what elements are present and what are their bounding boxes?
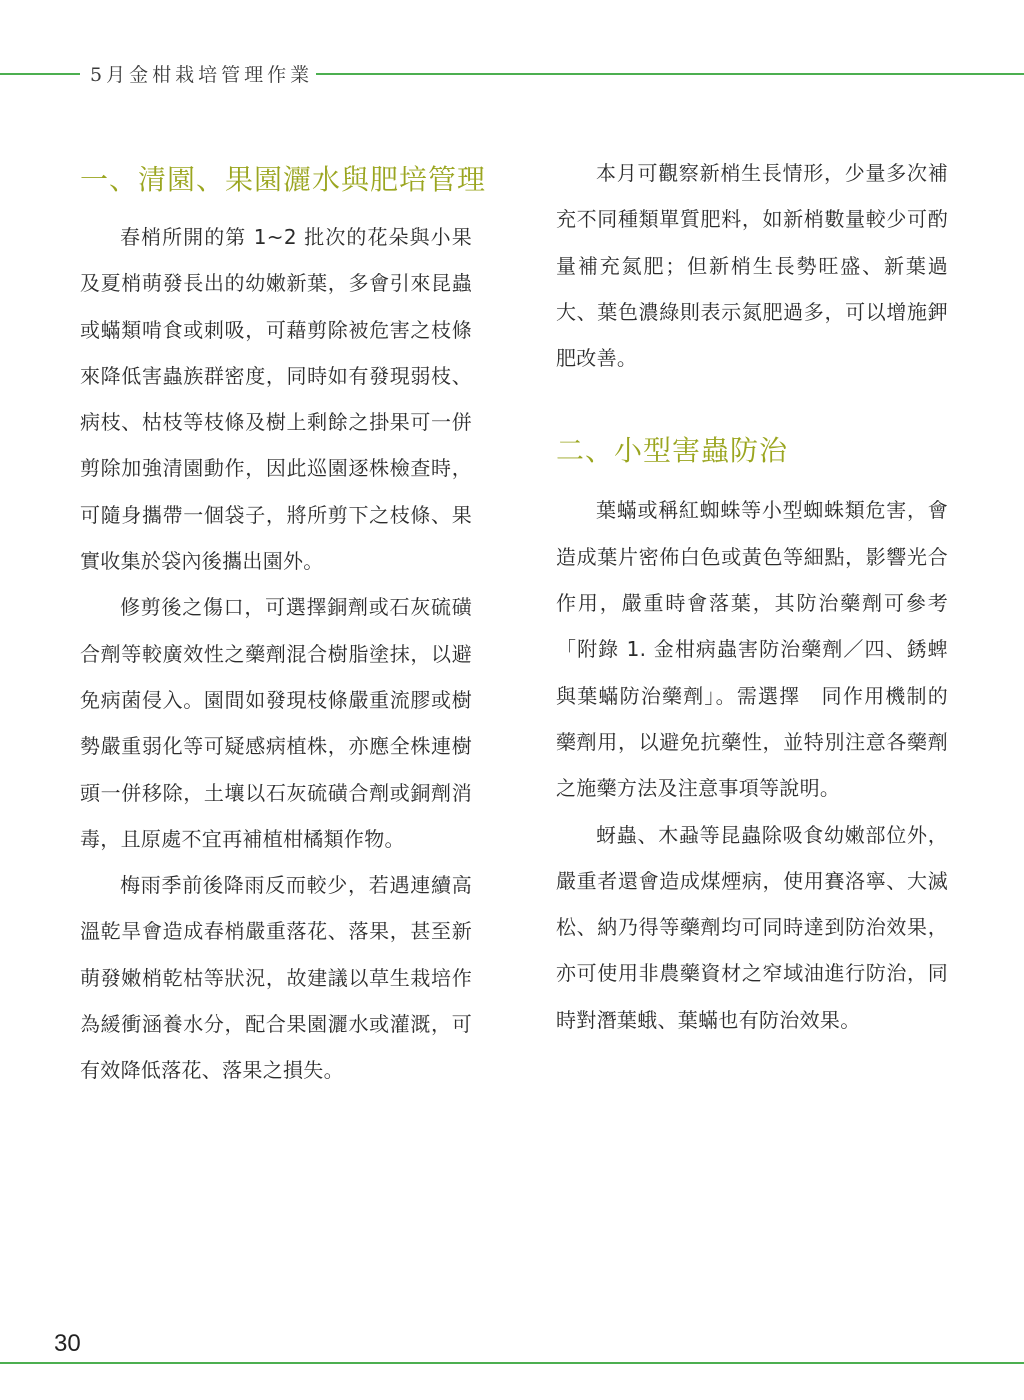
header-rule-left <box>0 73 80 75</box>
body-paragraph: 葉蟎或稱紅蜘蛛等小型蜘蛛類危害，會造成葉片密佈白色或黃色等細點，影響光合作用，嚴重時會落葉，其防治藥劑可參考「附錄 1. 金柑病蟲害防治藥劑／四、銹蜱與葉蟎防治藥劑」。需選擇 同作用機制的藥劑用，以避免抗藥性，並特別注意各藥劑之施藥方法及注意事項等說明。 <box>556 498 948 801</box>
header-rule-right <box>316 73 1024 75</box>
page-number: 30 <box>54 1330 81 1357</box>
right-column <box>556 150 948 1043</box>
body-paragraph: 蚜蟲、木蝨等昆蟲除吸食幼嫩部位外，嚴重者還會造成煤煙病，使用賽洛寧、大滅松、納乃得等藥劑均可同時達到防治效果，亦可使用非農藥資材之窄域油進行防治，同時對潛葉蛾、葉蟎也有防治效果。 <box>556 822 948 1032</box>
footer-rule <box>0 1362 1024 1364</box>
section-heading-1: 一、清園、果園灑水與肥培管理 <box>80 163 487 196</box>
running-header-title: 5月金柑栽培管理作業 <box>90 64 314 86</box>
left-column <box>80 150 487 1094</box>
body-paragraph: 梅雨季前後降雨反而較少，若遇連續高溫乾旱會造成春梢嚴重落花、落果，甚至新萌發嫩梢乾枯等狀況，故建議以草生栽培作為緩衝涵養水分，配合果園灑水或灌溉，可有效降低落花、落果之損失。 <box>80 873 472 1083</box>
body-paragraph: 本月可觀察新梢生長情形，少量多次補充不同種類單質肥料，如新梢數量較少可酌量補充氮肥；但新梢生長勢旺盛、新葉過大、葉色濃綠則表示氮肥過多，可以增施鉀肥改善。 <box>556 161 948 371</box>
section-heading-2: 二、小型害蟲防治 <box>556 434 789 468</box>
body-paragraph: 春梢所開的第 1~2 批次的花朵與小果及夏梢萌發長出的幼嫩新葉，多會引來昆蟲或蟎類啃食或刺吸，可藉剪除被危害之枝條來降低害蟲族群密度，同時如有發現弱枝、病枝、枯枝等枝條及樹上剩餘之掛果可一併剪除加強清園動作，因此巡園逐株檢查時，可隨身攜帶一個袋子，將所剪下之枝條、果實收集於袋內後攜出園外。 <box>80 225 472 574</box>
body-paragraph: 修剪後之傷口，可選擇銅劑或石灰硫磺合劑等較廣效性之藥劑混合樹脂塗抹，以避免病菌侵入。園間如發現枝條嚴重流膠或樹勢嚴重弱化等可疑感病植株，亦應全株連樹頭一併移除，土壤以石灰硫磺合劑或銅劑消毒，且原處不宜再補植柑橘類作物。 <box>80 595 472 851</box>
